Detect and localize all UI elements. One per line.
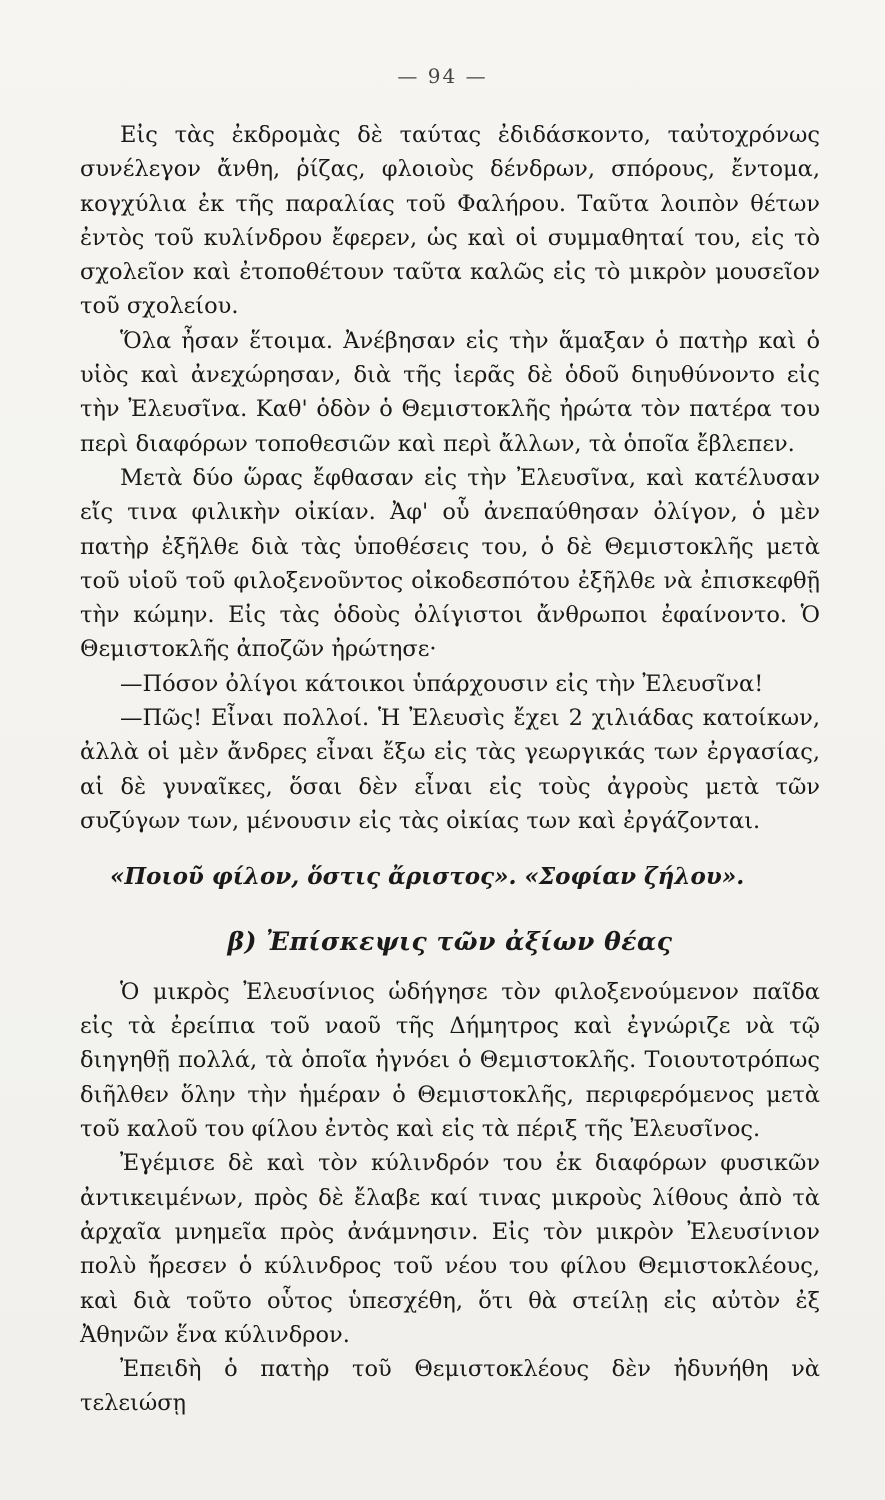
page-body [80,118,820,1421]
paragraph-cylinder: Ἐγέμισε δὲ καὶ τὸν κύλινδρόν του ἐκ διαφόρων φυσικῶν ἀντικειμένων, πρὸς δὲ ἔλαβε καί τινας μικροὺς λίθους ἀπὸ τὰ ἀρχαῖα μνημεῖα πρὸς ἀνάμνησιν. Εἰς τὸν μικρὸν Ἐλευσίνιον πολὺ ἤρεσεν ὁ κύλινδρος τοῦ νέου του φίλου Θεμιστοκλέους, καὶ διὰ τοῦτο οὗτος ὑπεσχέθη, ὅτι θὰ στείλῃ εἰς αὐτὸν ἐξ Ἀθηνῶν ἕνα κύλινδρον. [80,1150,820,1348]
paragraph-last: Ἐπειδὴ ὁ πατὴρ τοῦ Θεμιστοκλέους δὲν ἠδυνήθη νὰ τελειώσῃ [80,1356,820,1417]
page-number: — 94 — [397,64,488,88]
paragraph-ruins: Ὁ μικρὸς Ἐλευσίνιος ὡδήγησε τὸν φιλοξενούμενον παῖδα εἰς τὰ ἐρείπια τοῦ ναοῦ τῆς Δήμητρος καὶ ἐγνώριζε νὰ τῷ διηγηθῇ πολλά, τὰ ὁποῖα ἠγνόει ὁ Θεμιστοκλῆς. Τοιουτοτρόπως διῆλθεν ὅλην τὴν ἡμέραν ὁ Θεμιστοκλῆς, περιφερόμενος μετὰ τοῦ καλοῦ του φίλου ἐντὸς καὶ εἰς τὰ πέριξ τῆς Ἐλευσῖνος. [80,978,820,1143]
paragraph-excursions: Εἰς τὰς ἐκδρομὰς δὲ ταύτας ἐδιδάσκοντο, ταὐτοχρόνως συνέλεγον ἄνθη, ῥίζας, φλοιοὺς δένδρων, σπόρους, ἔντομα, κογχύλια ἐκ τῆς παραλίας τοῦ Φαλήρου. Ταῦτα λοιπὸν θέτων ἐντὸς τοῦ κυλίνδρου ἔφερεν, ὡς καὶ οἱ συμμαθηταί του, εἰς τὸ σχολεῖον καὶ ἐτοποθέτουν ταῦτα καλῶς εἰς τὸ μικρὸν μουσεῖον τοῦ σχολείου. [80,122,820,320]
dialog-line-1: —Πόσον ὀλίγοι κάτοικοι ὑπάρχουσιν εἰς τὴν Ἐλευσῖνα! [120,670,764,697]
dialog-line-2: —Πῶς! Εἶναι πολλοί. Ἡ Ἐλευσὶς ἔχει 2 χιλιάδας κατοίκων, ἀλλὰ οἱ μὲν ἄνδρες εἶναι ἔξω εἰς τὰς γεωργικάς των ἐργασίας, αἱ δὲ γυναῖκες, ὅσαι δὲν εἶναι εἰς τοὺς ἀγροὺς μετὰ τῶν συζύγων των, μένουσιν εἰς τὰς οἰκίας των καὶ ἐργάζονται. [80,705,820,834]
paragraph-arrival: Μετὰ δύο ὥρας ἔφθασαν εἰς τὴν Ἐλευσῖνα, καὶ κατέλυσαν εἴς τινα φιλικὴν οἰκίαν. Ἀφ' οὗ ἀνεπαύθησαν ὀλίγον, ὁ μὲν πατὴρ ἐξῆλθε διὰ τὰς ὑποθέσεις του, ὁ δὲ Θεμιστοκλῆς μετὰ τοῦ υἱοῦ τοῦ φιλοξενοῦντος οἰκοδεσπότου ἐξῆλθε νὰ ἐπισκεφθῇ τὴν κώμην. Εἰς τὰς ὁδοὺς ὀλίγιστοι ἄνθρωποι ἐφαίνοντο. Ὁ Θεμιστοκλῆς ἀποζῶν ἠρώτησε· [80,464,820,663]
paragraph-departure: Ὅλα ἦσαν ἕτοιμα. Ἀνέβησαν εἰς τὴν ἅμαξαν ὁ πατὴρ καὶ ὁ υἱὸς καὶ ἀνεχώρησαν, διὰ τῆς ἱερᾶς δὲ ὁδοῦ διηυθύνοντο εἰς τὴν Ἐλευσῖνα. Καθ' ὁδὸν ὁ Θεμιστοκλῆς ἠρώτα τὸν πατέρα του περὶ διαφόρων τοποθεσιῶν καὶ περὶ ἄλλων, τὰ ὁποῖα ἔβλεπεν. [80,327,820,457]
proverb-line: «Ποιοῦ φίλον, ὅστις ἄριστος». «Σοφίαν ζήλου». [110,863,745,891]
section-heading: β) Ἐπίσκεψις τῶν ἀξίων θέας [227,926,673,956]
